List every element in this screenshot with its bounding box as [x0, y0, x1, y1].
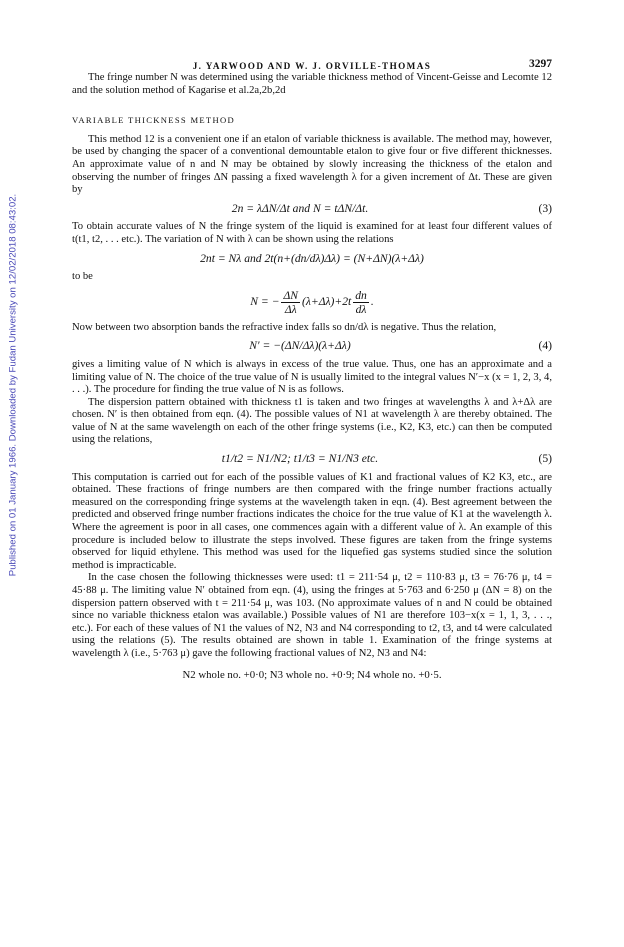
paragraph-computation: This computation is carried out for each of the possible values of K1 and fractional values of K2 K3, etc., are obtained. These fractions of fringe numbers are then compared with the fringe number fractions actually measured on the corresponding fringe systems at the wavelength taken in eqn. (4). Best agreement between the predicted and observed fringe number fractions indicates the choice for the true value of K1 at the wavelength λ. Where the agreement is poor in all cases, one commences again with a different value of λ. An example of this procedure is included below to illustrate the steps involved. These figures are taken from the fringe systems observed for liquid ethylene. This method was used for the liquefied gas systems studied since the solution method is impracticable.: [72, 471, 552, 571]
to-be-text: to be: [72, 271, 93, 283]
paragraph-absorption-bands: Now between two absorption bands the refractive index falls so dn/dλ is negative. Thus the relation,: [72, 321, 497, 333]
equation-4-body: N′ = −(ΔN/Δλ)(λ+Δλ): [249, 339, 351, 353]
equation-N-lhs: N = −: [250, 294, 280, 308]
intro-paragraph: The fringe number N was determined using the variable thickness method of Vincent-Geisse and Lecomte 12 and the solution method of Kagarise et al.2a,2b,2d: [72, 72, 552, 96]
fraction-numerator: dn: [355, 288, 367, 302]
paragraph-accurate-values: To obtain accurate values of N the fringe system of the liquid is examined for at least four different values of t(t1, t2, . . . etc.). The variation of N with λ can be shown using the relations: [72, 221, 552, 245]
paper-page: [72, 50, 552, 681]
equation-N: [72, 289, 552, 316]
paragraph-limiting-value: gives a limiting value of N which is always in excess of the true value. Thus, one has an approximate and a limiting value of N. The choice of the true value of N is usually limited to the integral values N′−x (x = 1, 2, 3, 4, . . .). The procedure for finding the true value of N is as follows.: [72, 358, 552, 396]
publication-note: Published on 01 January 1966. Downloaded by Fudan University on 12/02/2018 08:43:02.: [7, 193, 19, 577]
paragraph-dispersion-pattern: The dispersion pattern obtained with thickness t1 is taken and two fringes at wavelengths λ and λ+Δλ are chosen. N′ is then obtained from eqn. (4). The possible values of N1 at wavelength λ are thereby obtained. The value of N at the same wavelength on each of the other fringe systems (i.e., K2, K3, etc.) can then be computed using the relations,: [72, 396, 552, 446]
equation-N-end: .: [370, 294, 374, 308]
fractional-values-line: N2 whole no. +0·0; N3 whole no. +0·9; N4 whole no. +0·5.: [182, 668, 442, 681]
equation-5-body: t1/t2 = N1/N2; t1/t3 = N1/N3 etc.: [221, 452, 379, 466]
fraction-dn-dlambda: [353, 289, 369, 316]
equation-3-number: (3): [538, 201, 552, 215]
page-number: 3297: [529, 58, 552, 70]
fraction-numerator: ΔN: [283, 288, 298, 302]
paragraph-method: This method 12 is a convenient one if an etalon of variable thickness is available. The method may, however, be used by changing the spacer of a conventional demountable etalon to give four or five different thicknesses. An approximate value of n and N may be obtained by slowly increasing the thickness of the etalon and observing the number of fringes ΔN passing a fixed wavelength λ for a given increment of Δt. These are given by: [72, 133, 552, 196]
equation-4: [72, 340, 552, 353]
equation-relations-body: 2nt = Nλ and 2t(n+(dn/dλ)Δλ) = (N+ΔN)(λ+Δλ): [200, 251, 424, 265]
publication-sidebar: [6, 150, 20, 620]
equation-5: [72, 453, 552, 466]
equation-N-middle: (λ+Δλ)+2t: [302, 294, 352, 308]
equation-5-number: (5): [538, 452, 552, 466]
paragraph-example: In the case chosen the following thicknesses were used: t1 = 211·54 μ, t2 = 110·83 μ, t3 = 76·76 μ, t4 = 45·88 μ. The limiting value N′ obtained from eqn. (4), using the fringes at 5·763 and 6·250 μ (ΔN = 8) on the dispersion pattern observed with t = 211·54 μ, was 103. (No approximate values of n and N could be obtained since no variable thickness etalon was available.) Possible values of N1 are therefore 103−x(x = 1, 1, 3, . . ., etc.). For each of these values of N1 the values of N2, N3 and N4 corresponding to t2, t3, and t4 were calculated using the relations (5). The results obtained are shown in table 1. Examination of the fringe systems at wavelength λ (i.e., 5·763 μ) gave the following fractional values of N2, N3 and N4:: [72, 572, 552, 659]
fraction-denominator: Δλ: [284, 302, 297, 316]
running-head: J. YARWOOD AND W. J. ORVILLE-THOMAS: [192, 61, 432, 71]
equation-3-body: 2n = λΔN/Δt and N = tΔN/Δt.: [231, 201, 369, 215]
section-title: VARIABLE THICKNESS METHOD: [72, 115, 236, 126]
equation-4-number: (4): [538, 339, 552, 353]
equation-3: [72, 203, 552, 216]
equation-relations: [72, 253, 552, 266]
fraction-dN-dlambda: [281, 289, 300, 316]
fraction-denominator: dλ: [355, 302, 367, 316]
page-header: [72, 50, 552, 72]
